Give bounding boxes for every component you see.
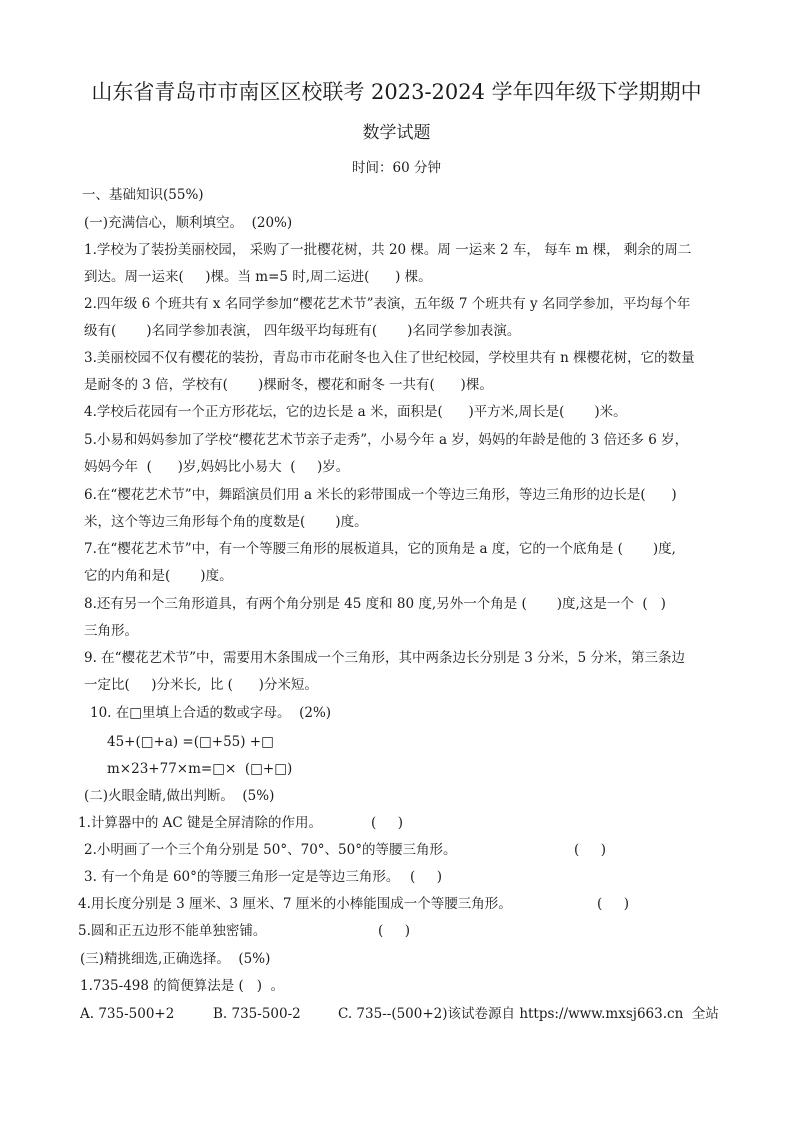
part-heading-choice: (三)精挑细选,正确选择。 (5%) [80,951,271,967]
question-9-line-1: 9. 在“樱花艺术节”中，需要用木条围成一个三角形，其中两条边长分别是 3 分米，5 分米，第三条边 [84,650,686,666]
question-5-line-2: 妈妈今年 ( )岁,妈妈比小易大 ( )岁。 [84,459,350,475]
choice-option-c: C. 735--(500+2)该试卷源自 https://www.mxsj663.cn 全站 [338,1006,719,1022]
question-3-line-2: 是耐冬的 3 倍，学校有( )棵耐冬，樱花和耐冬 一共有( )棵。 [84,377,493,393]
question-7-line-1: 7.在“樱花艺术节”中，有一个等腰三角形的展板道具，它的顶角是 a 度，它的一个底角是 ( )度, [84,541,676,557]
question-9-line-2: 一定比( )分米长, 比 ( )分米短。 [84,677,318,693]
judgement-blank-1: ( ) [371,815,403,831]
judgement-blank-2: ( ) [574,842,606,858]
question-10-equation-2: m×23+77×m=□× (□+□) [107,761,293,777]
question-2-line-1: 2.四年级 6 个班共有 x 名同学参加“樱花艺术节”表演，五年级 7 个班共有 y 名同学参加，平均每个年 [84,296,691,312]
exam-title: 山东省青岛市市南区区校联考 2023-2024 学年四年级下学期期中 [91,80,702,104]
question-1-line-1: 1.学校为了装扮美丽校园， 采购了一批樱花树，共 20 棵。周 一运来 2 车， 每车 m 棵， 剩余的周二 [84,242,692,258]
choice-option-b: B. 735-500-2 [213,1006,301,1022]
question-3-line-1: 3.美丽校园不仅有樱花的装扮，青岛市市花耐冬也入住了世纪校园，学校里共有 n 棵樱花树，它的数量 [84,350,695,366]
exam-subtitle: 数学试题 [362,123,431,143]
choice-option-a: A. 735-500+2 [80,1006,175,1022]
question-6-line-1: 6.在“樱花艺术节”中，舞蹈演员们用 a 米长的彩带围成一个等边三角形，等边三角形的边长是( ) [84,487,677,503]
question-10-stem: 10. 在□里填上合适的数或字母。 (2%) [90,705,332,721]
question-6-line-2: 米，这个等边三角形每个角的度数是( )度。 [84,514,368,530]
time-limit: 时间：60 分钟 [352,160,441,176]
question-7-line-2: 它的内角和是( )度。 [84,568,233,584]
judgement-item-1: 1.计算器中的 AC 键是全屏清除的作用。 [78,815,323,831]
question-10-equation-1: 45+(□+a) =(□+55) +□ [107,734,274,750]
part-heading-fill-blanks: (一)充满信心，顺利填空。 (20%) [84,215,293,231]
judgement-item-2: 2.小明画了一个三个角分别是 50°、70°、50°的等腰三角形。 [84,842,457,858]
choice-question-1: 1.735-498 的简便算法是 ( ) 。 [80,978,285,994]
question-1-line-2: 到达。周一运来( )棵。当 m=5 时,周二运进( ) 棵。 [84,269,432,285]
judgement-item-5: 5.圆和正五边形不能单独密铺。 [78,923,267,939]
question-8-line-1: 8.还有另一个三角形道具，有两个角分别是 45 度和 80 度,另外一个角是 ( )度,这是一个 ( ) [84,596,666,612]
question-2-line-2: 级有( )名同学参加表演， 四年级平均每班有( )名同学参加表演。 [84,323,521,339]
part-heading-judgement: (二)火眼金睛,做出判断。 (5%) [84,788,275,804]
section-heading: 一、基础知识(55%) [82,187,204,203]
judgement-item-4: 4.用长度分别是 3 厘米、3 厘米、7 厘米的小棒能围成一个等腰三角形。 [78,896,512,912]
question-4: 4.学校后花园有一个正方形花坛，它的边长是 a 米，面积是( )平方米,周长是( )米。 [84,404,627,420]
judgement-blank-3: ( ) [410,869,442,885]
judgement-blank-4: ( ) [597,896,629,912]
judgement-item-3: 3. 有一个角是 60°的等腰三角形一定是等边三角形。 [84,869,400,885]
judgement-blank-5: ( ) [378,923,410,939]
question-5-line-1: 5.小易和妈妈参加了学校“樱花艺术节亲子走秀”，小易今年 a 岁，妈妈的年龄是他的 3 倍还多 6 岁， [84,432,689,448]
question-8-line-2: 三角形。 [84,623,138,639]
